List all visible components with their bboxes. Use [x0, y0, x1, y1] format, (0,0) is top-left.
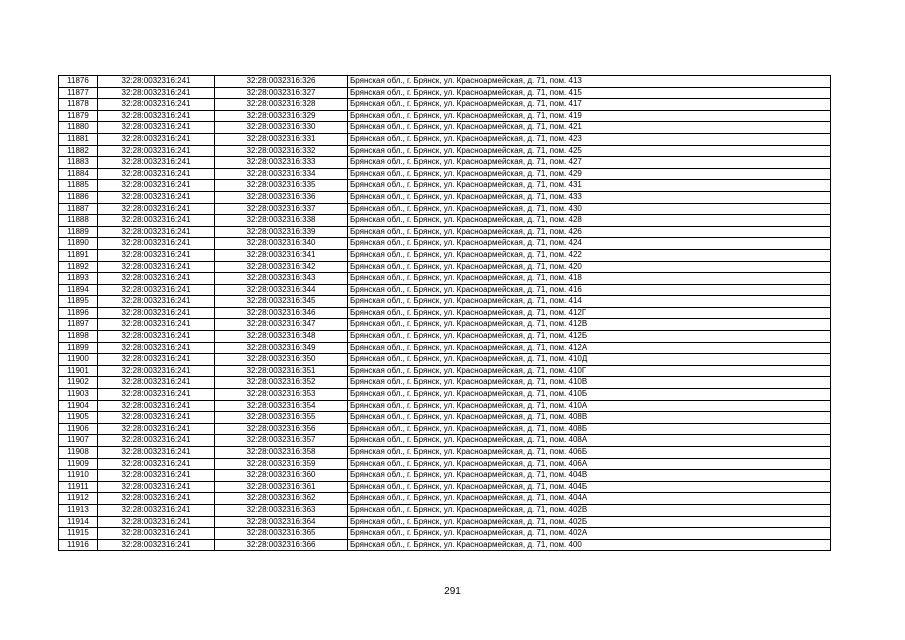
parent-cadastral-number-cell: 32:28:0032316:241 [98, 249, 215, 261]
cadastral-number-cell: 32:28:0032316:342 [215, 261, 348, 273]
cadastral-number-cell: 32:28:0032316:330 [215, 122, 348, 134]
row-number-cell: 11889 [59, 226, 98, 238]
table-row [59, 133, 831, 145]
parent-cadastral-number-cell: 32:28:0032316:241 [98, 458, 215, 470]
table-row [59, 319, 831, 331]
cadastral-number-cell: 32:28:0032316:339 [215, 226, 348, 238]
parent-cadastral-number-cell: 32:28:0032316:241 [98, 296, 215, 308]
address-cell: Брянская обл., г. Брянск, ул. Красноармейская, д. 71, пом. 404В [348, 470, 831, 482]
row-number-cell: 11898 [59, 331, 98, 343]
address-cell: Брянская обл., г. Брянск, ул. Красноармейская, д. 71, пом. 406Б [348, 447, 831, 459]
row-number-cell: 11909 [59, 458, 98, 470]
parent-cadastral-number-cell: 32:28:0032316:241 [98, 400, 215, 412]
row-number-cell: 11886 [59, 191, 98, 203]
address-cell: Брянская обл., г. Брянск, ул. Красноармейская, д. 71, пом. 410В [348, 377, 831, 389]
parent-cadastral-number-cell: 32:28:0032316:241 [98, 319, 215, 331]
cadastral-number-cell: 32:28:0032316:364 [215, 516, 348, 528]
cadastral-number-cell: 32:28:0032316:343 [215, 273, 348, 285]
row-number-cell: 11912 [59, 493, 98, 505]
parent-cadastral-number-cell: 32:28:0032316:241 [98, 412, 215, 424]
address-cell: Брянская обл., г. Брянск, ул. Красноармейская, д. 71, пом. 412А [348, 342, 831, 354]
parent-cadastral-number-cell: 32:28:0032316:241 [98, 99, 215, 111]
table-row [59, 365, 831, 377]
address-cell: Брянская обл., г. Брянск, ул. Красноармейская, д. 71, пом. 428 [348, 215, 831, 227]
parent-cadastral-number-cell: 32:28:0032316:241 [98, 76, 215, 88]
cadastral-number-cell: 32:28:0032316:331 [215, 133, 348, 145]
address-cell: Брянская обл., г. Брянск, ул. Красноармейская, д. 71, пом. 429 [348, 168, 831, 180]
row-number-cell: 11914 [59, 516, 98, 528]
parent-cadastral-number-cell: 32:28:0032316:241 [98, 354, 215, 366]
row-number-cell: 11913 [59, 504, 98, 516]
table-row [59, 493, 831, 505]
parent-cadastral-number-cell: 32:28:0032316:241 [98, 504, 215, 516]
cadastral-number-cell: 32:28:0032316:357 [215, 435, 348, 447]
address-cell: Брянская обл., г. Брянск, ул. Красноармейская, д. 71, пом. 421 [348, 122, 831, 134]
table-body [59, 76, 831, 551]
cadastral-number-cell: 32:28:0032316:336 [215, 191, 348, 203]
row-number-cell: 11900 [59, 354, 98, 366]
row-number-cell: 11916 [59, 539, 98, 551]
parent-cadastral-number-cell: 32:28:0032316:241 [98, 516, 215, 528]
cadastral-number-cell: 32:28:0032316:335 [215, 180, 348, 192]
cadastral-number-cell: 32:28:0032316:356 [215, 423, 348, 435]
row-number-cell: 11915 [59, 528, 98, 540]
table-row [59, 191, 831, 203]
table-row [59, 226, 831, 238]
parent-cadastral-number-cell: 32:28:0032316:241 [98, 180, 215, 192]
row-number-cell: 11891 [59, 249, 98, 261]
row-number-cell: 11906 [59, 423, 98, 435]
cadastral-number-cell: 32:28:0032316:360 [215, 470, 348, 482]
parent-cadastral-number-cell: 32:28:0032316:241 [98, 133, 215, 145]
table-row [59, 504, 831, 516]
address-cell: Брянская обл., г. Брянск, ул. Красноармейская, д. 71, пом. 410Д [348, 354, 831, 366]
row-number-cell: 11907 [59, 435, 98, 447]
parent-cadastral-number-cell: 32:28:0032316:241 [98, 284, 215, 296]
address-cell: Брянская обл., г. Брянск, ул. Красноармейская, д. 71, пом. 412Г [348, 307, 831, 319]
table-row [59, 342, 831, 354]
parent-cadastral-number-cell: 32:28:0032316:241 [98, 435, 215, 447]
row-number-cell: 11897 [59, 319, 98, 331]
parent-cadastral-number-cell: 32:28:0032316:241 [98, 226, 215, 238]
cadastral-number-cell: 32:28:0032316:353 [215, 389, 348, 401]
parent-cadastral-number-cell: 32:28:0032316:241 [98, 157, 215, 169]
cadastral-number-cell: 32:28:0032316:347 [215, 319, 348, 331]
address-cell: Брянская обл., г. Брянск, ул. Красноармейская, д. 71, пом. 402Б [348, 516, 831, 528]
table-row [59, 377, 831, 389]
row-number-cell: 11878 [59, 99, 98, 111]
row-number-cell: 11876 [59, 76, 98, 88]
table-row [59, 238, 831, 250]
table-row [59, 76, 831, 88]
cadastral-number-cell: 32:28:0032316:345 [215, 296, 348, 308]
cadastral-number-cell: 32:28:0032316:365 [215, 528, 348, 540]
table-row [59, 157, 831, 169]
table-row [59, 261, 831, 273]
parent-cadastral-number-cell: 32:28:0032316:241 [98, 493, 215, 505]
address-cell: Брянская обл., г. Брянск, ул. Красноармейская, д. 71, пом. 419 [348, 110, 831, 122]
row-number-cell: 11901 [59, 365, 98, 377]
parent-cadastral-number-cell: 32:28:0032316:241 [98, 145, 215, 157]
cadastral-number-cell: 32:28:0032316:334 [215, 168, 348, 180]
row-number-cell: 11911 [59, 481, 98, 493]
address-cell: Брянская обл., г. Брянск, ул. Красноармейская, д. 71, пом. 408Б [348, 423, 831, 435]
address-cell: Брянская обл., г. Брянск, ул. Красноармейская, д. 71, пом. 427 [348, 157, 831, 169]
address-cell: Брянская обл., г. Брянск, ул. Красноармейская, д. 71, пом. 415 [348, 87, 831, 99]
cadastral-number-cell: 32:28:0032316:350 [215, 354, 348, 366]
address-cell: Брянская обл., г. Брянск, ул. Красноармейская, д. 71, пом. 414 [348, 296, 831, 308]
address-cell: Брянская обл., г. Брянск, ул. Красноармейская, д. 71, пом. 416 [348, 284, 831, 296]
cadastral-number-cell: 32:28:0032316:338 [215, 215, 348, 227]
table-row [59, 249, 831, 261]
table-row [59, 400, 831, 412]
row-number-cell: 11910 [59, 470, 98, 482]
cadastral-number-cell: 32:28:0032316:351 [215, 365, 348, 377]
address-cell: Брянская обл., г. Брянск, ул. Красноармейская, д. 71, пом. 420 [348, 261, 831, 273]
row-number-cell: 11883 [59, 157, 98, 169]
address-cell: Брянская обл., г. Брянск, ул. Красноармейская, д. 71, пом. 408А [348, 435, 831, 447]
address-cell: Брянская обл., г. Брянск, ул. Красноармейская, д. 71, пом. 433 [348, 191, 831, 203]
table-row [59, 168, 831, 180]
row-number-cell: 11882 [59, 145, 98, 157]
table-row [59, 447, 831, 459]
cadastral-number-cell: 32:28:0032316:329 [215, 110, 348, 122]
parent-cadastral-number-cell: 32:28:0032316:241 [98, 528, 215, 540]
table-row [59, 354, 831, 366]
address-cell: Брянская обл., г. Брянск, ул. Красноармейская, д. 71, пом. 408В [348, 412, 831, 424]
row-number-cell: 11890 [59, 238, 98, 250]
table-row [59, 435, 831, 447]
cadastral-number-cell: 32:28:0032316:337 [215, 203, 348, 215]
parent-cadastral-number-cell: 32:28:0032316:241 [98, 307, 215, 319]
cadastral-number-cell: 32:28:0032316:359 [215, 458, 348, 470]
cadastral-number-cell: 32:28:0032316:344 [215, 284, 348, 296]
cadastral-number-cell: 32:28:0032316:328 [215, 99, 348, 111]
cadastral-number-cell: 32:28:0032316:346 [215, 307, 348, 319]
parent-cadastral-number-cell: 32:28:0032316:241 [98, 203, 215, 215]
parent-cadastral-number-cell: 32:28:0032316:241 [98, 470, 215, 482]
row-number-cell: 11880 [59, 122, 98, 134]
cadastral-number-cell: 32:28:0032316:348 [215, 331, 348, 343]
parent-cadastral-number-cell: 32:28:0032316:241 [98, 365, 215, 377]
table-row [59, 458, 831, 470]
parent-cadastral-number-cell: 32:28:0032316:241 [98, 342, 215, 354]
parent-cadastral-number-cell: 32:28:0032316:241 [98, 215, 215, 227]
parent-cadastral-number-cell: 32:28:0032316:241 [98, 110, 215, 122]
parent-cadastral-number-cell: 32:28:0032316:241 [98, 87, 215, 99]
row-number-cell: 11881 [59, 133, 98, 145]
address-cell: Брянская обл., г. Брянск, ул. Красноармейская, д. 71, пом. 413 [348, 76, 831, 88]
row-number-cell: 11899 [59, 342, 98, 354]
parent-cadastral-number-cell: 32:28:0032316:241 [98, 261, 215, 273]
address-cell: Брянская обл., г. Брянск, ул. Красноармейская, д. 71, пом. 426 [348, 226, 831, 238]
row-number-cell: 11894 [59, 284, 98, 296]
parent-cadastral-number-cell: 32:28:0032316:241 [98, 447, 215, 459]
table-row [59, 296, 831, 308]
table-row [59, 331, 831, 343]
table-row [59, 284, 831, 296]
cadastral-register-table [58, 75, 831, 551]
parent-cadastral-number-cell: 32:28:0032316:241 [98, 389, 215, 401]
table-row [59, 99, 831, 111]
cadastral-number-cell: 32:28:0032316:362 [215, 493, 348, 505]
row-number-cell: 11902 [59, 377, 98, 389]
address-cell: Брянская обл., г. Брянск, ул. Красноармейская, д. 71, пом. 412Б [348, 331, 831, 343]
table-row [59, 87, 831, 99]
parent-cadastral-number-cell: 32:28:0032316:241 [98, 238, 215, 250]
parent-cadastral-number-cell: 32:28:0032316:241 [98, 481, 215, 493]
address-cell: Брянская обл., г. Брянск, ул. Красноармейская, д. 71, пом. 412В [348, 319, 831, 331]
row-number-cell: 11892 [59, 261, 98, 273]
parent-cadastral-number-cell: 32:28:0032316:241 [98, 168, 215, 180]
address-cell: Брянская обл., г. Брянск, ул. Красноармейская, д. 71, пом. 423 [348, 133, 831, 145]
address-cell: Брянская обл., г. Брянск, ул. Красноармейская, д. 71, пом. 418 [348, 273, 831, 285]
cadastral-number-cell: 32:28:0032316:363 [215, 504, 348, 516]
cadastral-number-cell: 32:28:0032316:352 [215, 377, 348, 389]
cadastral-number-cell: 32:28:0032316:349 [215, 342, 348, 354]
parent-cadastral-number-cell: 32:28:0032316:241 [98, 331, 215, 343]
parent-cadastral-number-cell: 32:28:0032316:241 [98, 122, 215, 134]
parent-cadastral-number-cell: 32:28:0032316:241 [98, 539, 215, 551]
address-cell: Брянская обл., г. Брянск, ул. Красноармейская, д. 71, пом. 422 [348, 249, 831, 261]
parent-cadastral-number-cell: 32:28:0032316:241 [98, 273, 215, 285]
table-row [59, 215, 831, 227]
address-cell: Брянская обл., г. Брянск, ул. Красноармейская, д. 71, пом. 425 [348, 145, 831, 157]
cadastral-number-cell: 32:28:0032316:326 [215, 76, 348, 88]
row-number-cell: 11895 [59, 296, 98, 308]
row-number-cell: 11896 [59, 307, 98, 319]
row-number-cell: 11877 [59, 87, 98, 99]
address-cell: Брянская обл., г. Брянск, ул. Красноармейская, д. 71, пом. 431 [348, 180, 831, 192]
address-cell: Брянская обл., г. Брянск, ул. Красноармейская, д. 71, пом. 410Б [348, 389, 831, 401]
row-number-cell: 11888 [59, 215, 98, 227]
table-row [59, 203, 831, 215]
table-row [59, 180, 831, 192]
cadastral-number-cell: 32:28:0032316:355 [215, 412, 348, 424]
cadastral-number-cell: 32:28:0032316:358 [215, 447, 348, 459]
row-number-cell: 11879 [59, 110, 98, 122]
parent-cadastral-number-cell: 32:28:0032316:241 [98, 191, 215, 203]
address-cell: Брянская обл., г. Брянск, ул. Красноармейская, д. 71, пом. 410А [348, 400, 831, 412]
row-number-cell: 11903 [59, 389, 98, 401]
address-cell: Брянская обл., г. Брянск, ул. Красноармейская, д. 71, пом. 424 [348, 238, 831, 250]
address-cell: Брянская обл., г. Брянск, ул. Красноармейская, д. 71, пом. 410Г [348, 365, 831, 377]
table-row [59, 423, 831, 435]
table-row [59, 470, 831, 482]
address-cell: Брянская обл., г. Брянск, ул. Красноармейская, д. 71, пом. 417 [348, 99, 831, 111]
row-number-cell: 11885 [59, 180, 98, 192]
cadastral-number-cell: 32:28:0032316:332 [215, 145, 348, 157]
row-number-cell: 11887 [59, 203, 98, 215]
address-cell: Брянская обл., г. Брянск, ул. Красноармейская, д. 71, пом. 406А [348, 458, 831, 470]
table-row [59, 539, 831, 551]
row-number-cell: 11905 [59, 412, 98, 424]
address-cell: Брянская обл., г. Брянск, ул. Красноармейская, д. 71, пом. 404А [348, 493, 831, 505]
cadastral-number-cell: 32:28:0032316:366 [215, 539, 348, 551]
row-number-cell: 11908 [59, 447, 98, 459]
address-cell: Брянская обл., г. Брянск, ул. Красноармейская, д. 71, пом. 400 [348, 539, 831, 551]
cadastral-number-cell: 32:28:0032316:333 [215, 157, 348, 169]
parent-cadastral-number-cell: 32:28:0032316:241 [98, 377, 215, 389]
row-number-cell: 11884 [59, 168, 98, 180]
cadastral-number-cell: 32:28:0032316:361 [215, 481, 348, 493]
table-row [59, 110, 831, 122]
table-row [59, 122, 831, 134]
table-row [59, 412, 831, 424]
cadastral-number-cell: 32:28:0032316:341 [215, 249, 348, 261]
address-cell: Брянская обл., г. Брянск, ул. Красноармейская, д. 71, пом. 402В [348, 504, 831, 516]
table-row [59, 307, 831, 319]
cadastral-number-cell: 32:28:0032316:354 [215, 400, 348, 412]
table-row [59, 389, 831, 401]
table-row [59, 528, 831, 540]
table-row [59, 516, 831, 528]
row-number-cell: 11904 [59, 400, 98, 412]
cadastral-number-cell: 32:28:0032316:327 [215, 87, 348, 99]
table-row [59, 481, 831, 493]
row-number-cell: 11893 [59, 273, 98, 285]
parent-cadastral-number-cell: 32:28:0032316:241 [98, 423, 215, 435]
address-cell: Брянская обл., г. Брянск, ул. Красноармейская, д. 71, пом. 430 [348, 203, 831, 215]
table-row [59, 273, 831, 285]
table-row [59, 145, 831, 157]
address-cell: Брянская обл., г. Брянск, ул. Красноармейская, д. 71, пом. 404Б [348, 481, 831, 493]
address-cell: Брянская обл., г. Брянск, ул. Красноармейская, д. 71, пом. 402А [348, 528, 831, 540]
page-number: 291 [444, 586, 461, 597]
cadastral-number-cell: 32:28:0032316:340 [215, 238, 348, 250]
